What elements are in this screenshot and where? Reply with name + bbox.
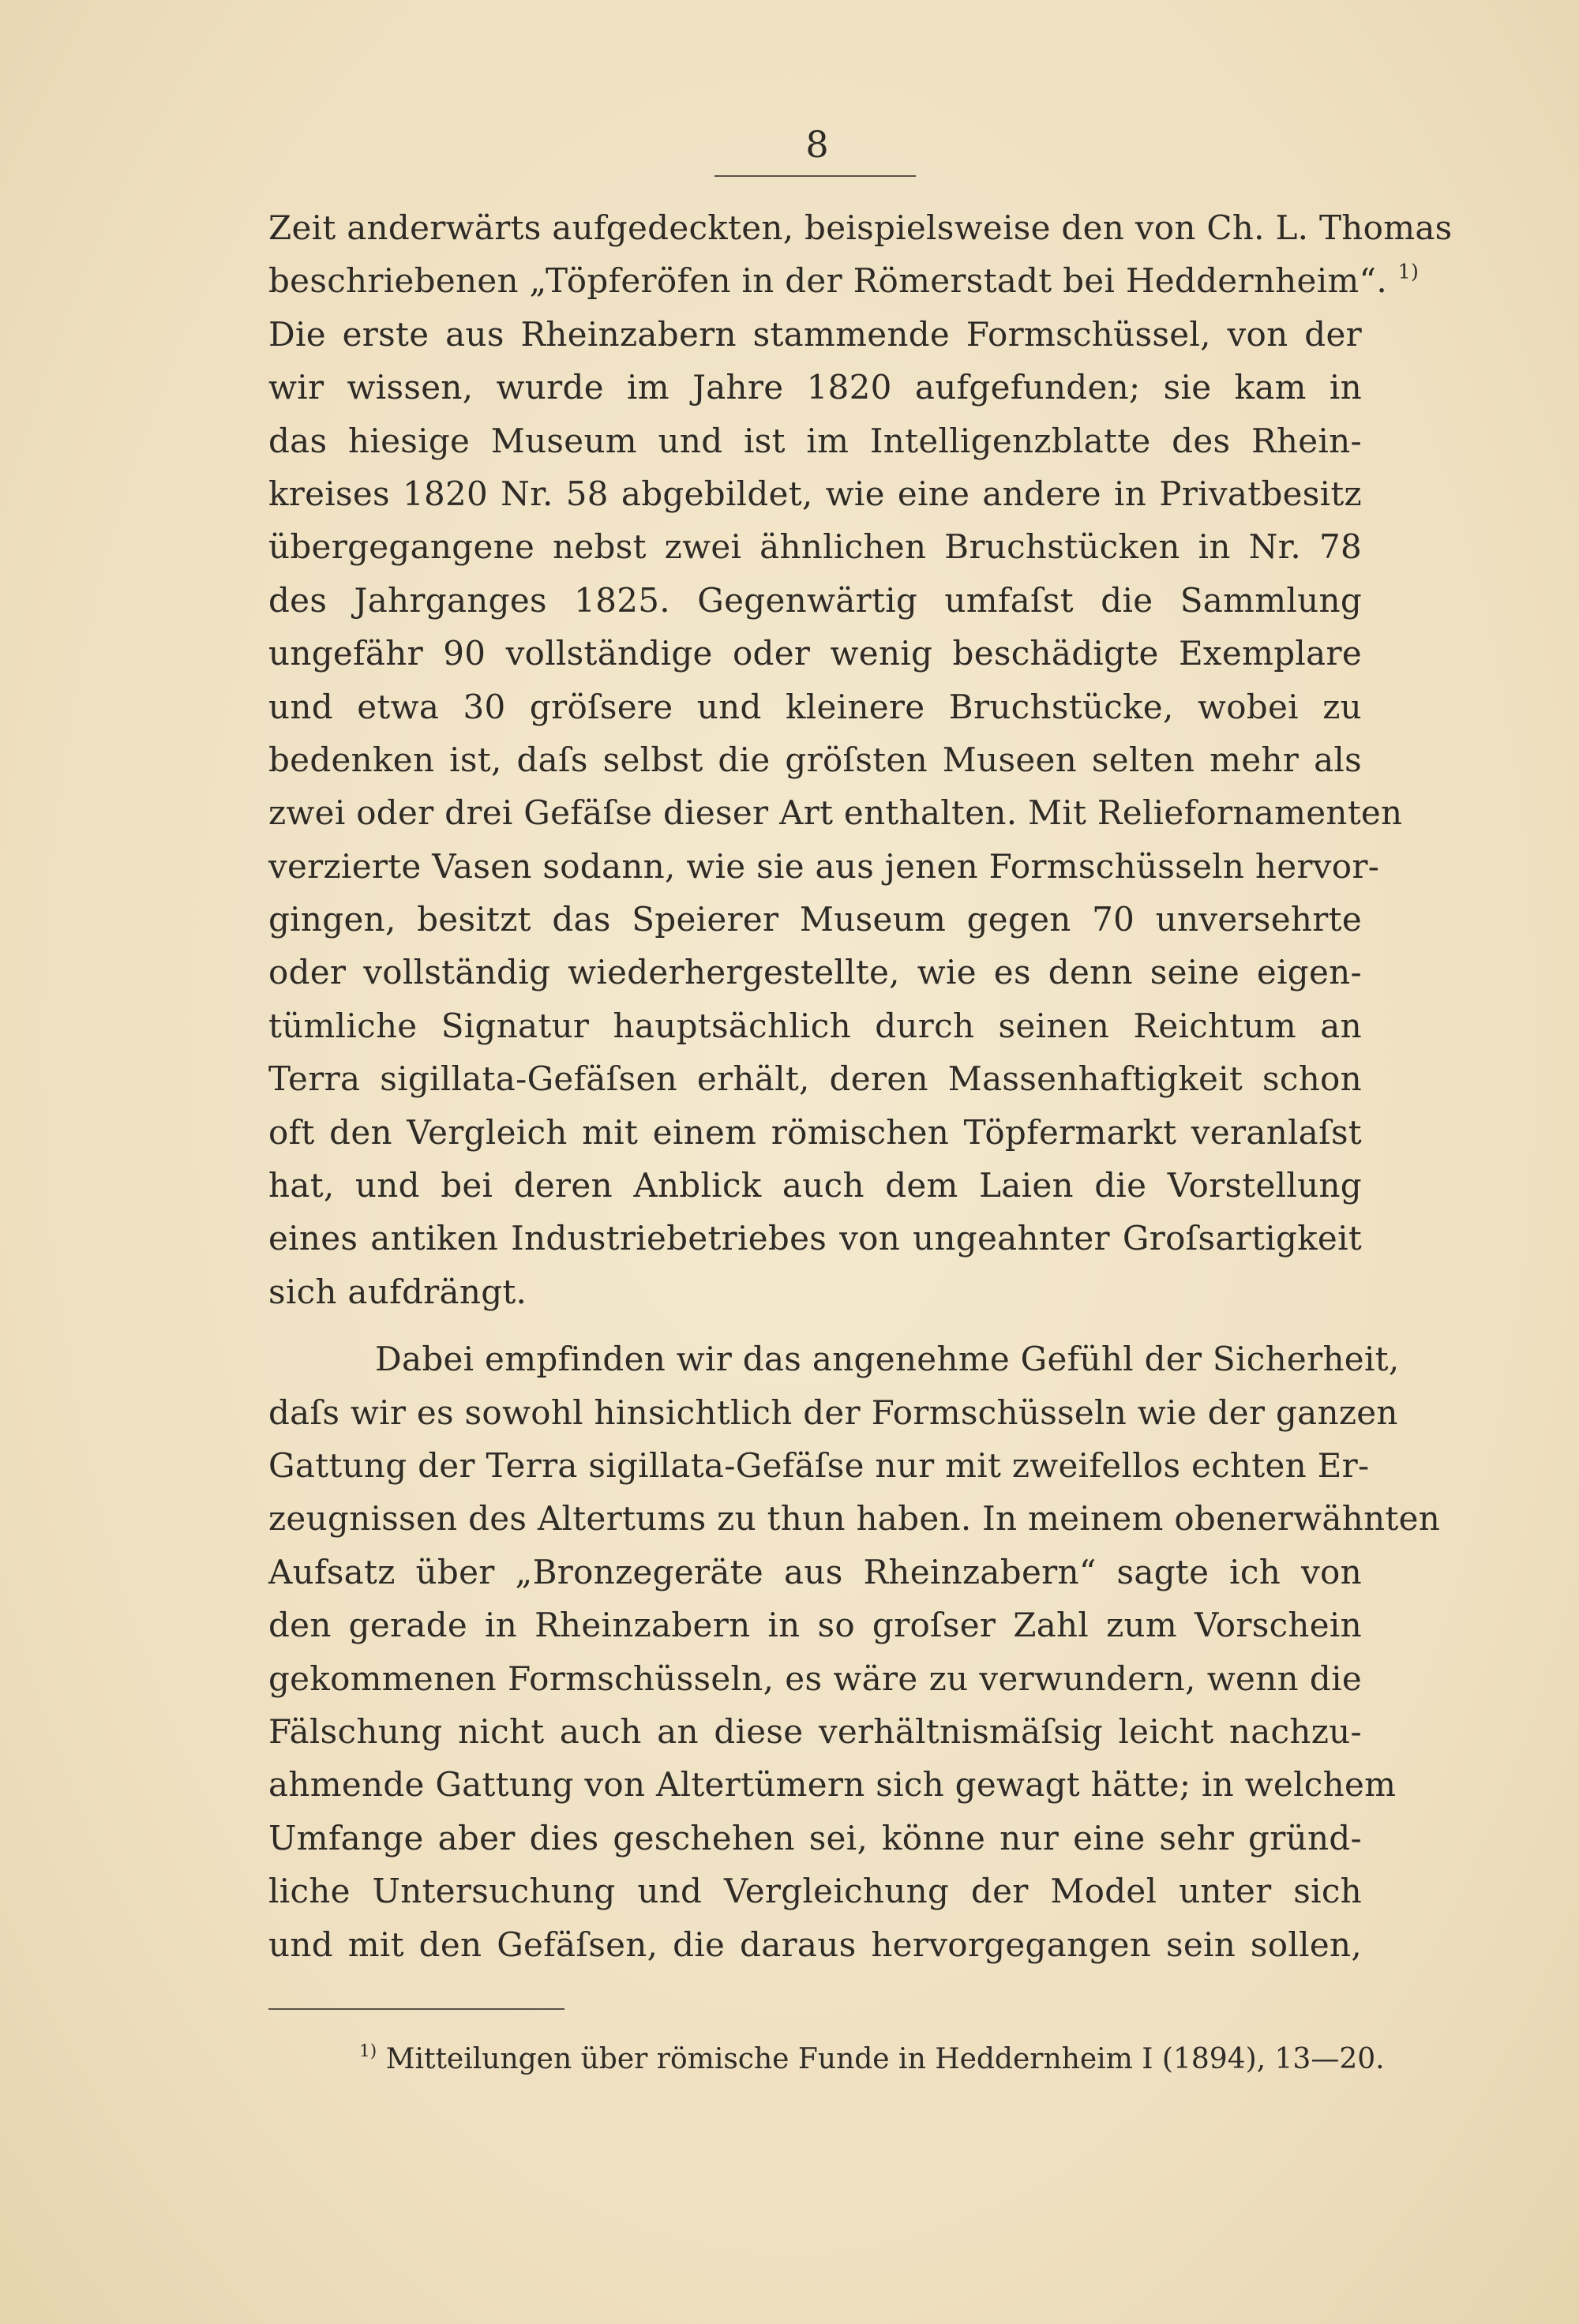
text-line: tümliche Signatur hauptsächlich durch seinen Reichtum an <box>268 1006 1362 1045</box>
footnote-marker: 1) <box>359 2041 377 2061</box>
footnote-reference: 1) <box>1397 260 1420 283</box>
text-line: gingen, besitzt das Speierer Museum gegen 70 unversehrte <box>268 900 1362 939</box>
text-line: ahmende Gattung von Altertümern sich gewagt hätte; in welchem <box>268 1765 1397 1805</box>
text-line: liche Untersuchung und Vergleichung der Model unter sich <box>268 1872 1362 1911</box>
text-line: übergegangene nebst zwei ähnlichen Bruchstücken in Nr. 78 <box>268 527 1362 567</box>
text-line: Die erste aus Rheinzabern stammende Formschüssel, von der <box>268 314 1362 354</box>
text-line: Terra sigillata-Gefäſsen erhält, deren Massenhaftigkeit schon <box>268 1059 1362 1099</box>
text-line-content: beschriebenen „Töpferöfen in der Römerstadt bei Heddernheim“. <box>268 261 1387 301</box>
text-line: zeugnissen des Altertums zu thun haben. In meinem obenerwähnten <box>268 1499 1441 1539</box>
text-line: eines antiken Industriebetriebes von ungeahnter Groſsartigkeit <box>268 1219 1362 1258</box>
text-line: den gerade in Rheinzabern in so groſser Zahl zum Vorschein <box>268 1606 1362 1645</box>
text-line: oft den Vergleich mit einem römischen Töpfermarkt veranlaſst <box>268 1112 1362 1152</box>
footnote-text: Mitteilungen über römische Funde in Heddernheim I (1894), 13—20. <box>385 2043 1385 2075</box>
text-line <box>268 254 1420 307</box>
footnote <box>359 2041 1385 2078</box>
text-line: das hiesige Museum und ist im Intelligenzblatte des Rhein- <box>268 421 1362 460</box>
text-line: Umfange aber dies geschehen sei, könne nur eine sehr gründ- <box>268 1818 1362 1857</box>
page-number: 8 <box>805 123 829 166</box>
text-line: Gattung der Terra sigillata-Gefäſse nur mit zweifellos echten Er- <box>268 1445 1370 1485</box>
text-line: sich aufdrängt. <box>268 1272 527 1311</box>
text-line: zwei oder drei Gefäſse dieser Art enthalten. Mit Reliefornamenten <box>268 793 1403 833</box>
text-line: verzierte Vasen sodann, wie sie aus jenen Formschüsseln hervor- <box>268 846 1380 886</box>
text-line: Aufsatz über „Bronzegeräte aus Rheinzabern“ sagte ich von <box>268 1552 1362 1591</box>
text-line: kreises 1820 Nr. 58 abgebildet, wie eine andere in Privatbesitz <box>268 474 1362 513</box>
text-line: ungefähr 90 vollständige oder wenig beschädigte Exemplare <box>268 634 1362 673</box>
text-line: oder vollständig wiederhergestellte, wie es denn seine eigen- <box>268 953 1362 992</box>
paragraph-2 <box>268 1333 1441 1971</box>
text-line: hat, und bei deren Anblick auch dem Laien die Vorstellung <box>268 1166 1362 1205</box>
text-line: Fälschung nicht auch an diese verhältnismäſsig leicht nachzu- <box>268 1711 1362 1751</box>
text-line: gekommenen Formschüsseln, es wäre zu verwundern, wenn die <box>268 1659 1362 1698</box>
text-line: wir wissen, wurde im Jahre 1820 aufgefunden; sie kam in <box>268 368 1362 407</box>
text-line: daſs wir es sowohl hinsichtlich der Formschüsseln wie der ganzen <box>268 1393 1398 1432</box>
text-line: Dabei empfinden wir das angenehme Gefühl der Sicherheit, <box>375 1340 1400 1379</box>
text-line: und etwa 30 gröſsere und kleinere Bruchstücke, wobei zu <box>268 687 1362 726</box>
body-text <box>268 201 1453 1971</box>
text-line: des Jahrganges 1825. Gegenwärtig umfaſst die Sammlung <box>268 580 1362 620</box>
header-rule <box>714 175 916 177</box>
paragraph-1 <box>268 201 1453 1318</box>
text-line: und mit den Gefäſsen, die daraus hervorgegangen sein sollen, <box>268 1925 1362 1964</box>
text-line: Zeit anderwärts aufgedeckten, beispielsweise den von Ch. L. Thomas <box>268 208 1453 247</box>
text-line: bedenken ist, daſs selbst die gröſsten Museen selten mehr als <box>268 740 1362 779</box>
footnote-rule <box>268 2008 564 2010</box>
paragraph-gap <box>268 1318 1362 1333</box>
